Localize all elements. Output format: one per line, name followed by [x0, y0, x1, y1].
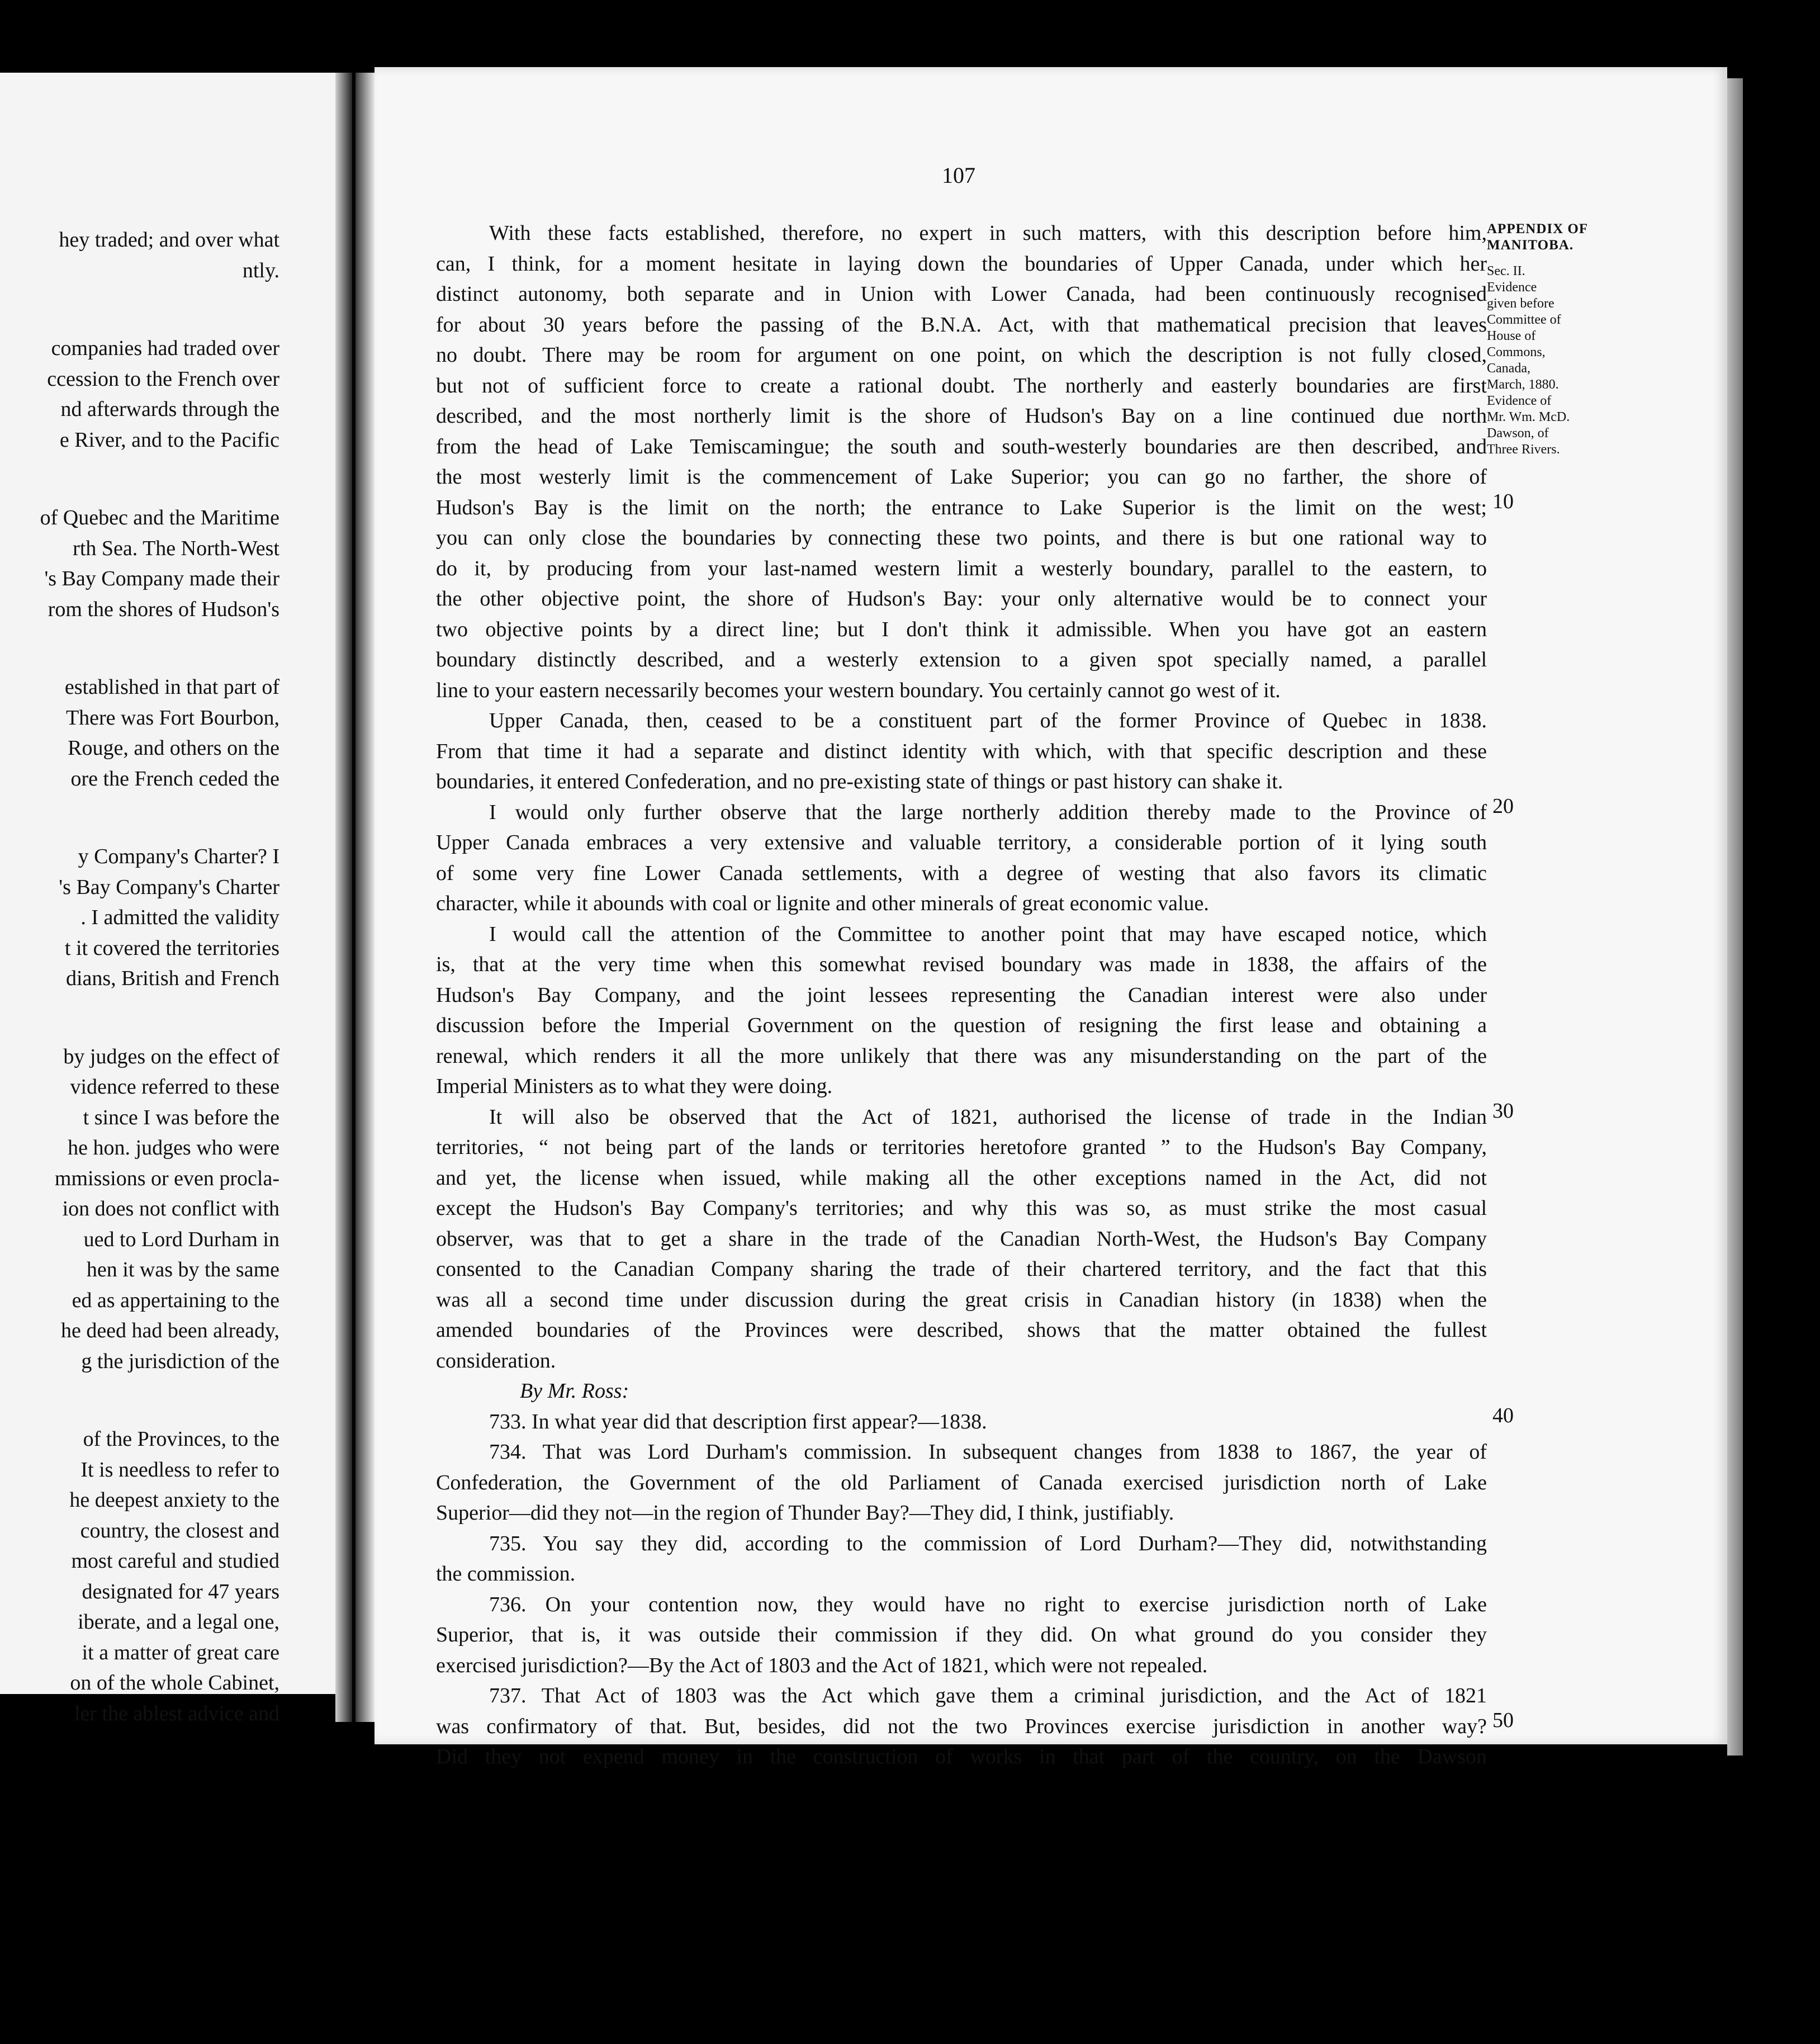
left-text-line: hen it was by the same [86, 1258, 279, 1281]
left-text-line: . I admitted the validity [80, 906, 279, 929]
text-line: observer, was that to get a share in the trade of the Canadian North-West, the Hudson's Bay Company [436, 1227, 1487, 1251]
page-body-text [436, 218, 1487, 1772]
text-line: line to your eastern necessarily becomes your western boundary. You certainly cannot go west of it. [436, 678, 1281, 702]
text-line: character, while it abounds with coal or lignite and other minerals of great economic value. [436, 892, 1209, 915]
left-text-line: ore the French ceded the [70, 766, 279, 791]
text-line: From that time it had a separate and distinct identity with which, with that specific description and these [436, 739, 1487, 763]
left-text-line: iberate, and a legal one, [78, 1610, 279, 1634]
text-line: discussion before the Imperial Government on the question of resigning the first lease and obtaining a [436, 1014, 1487, 1037]
text-line: was all a second time under discussion during the great crisis in Canadian history (in 1838) when the [436, 1288, 1487, 1312]
margin-note-line: Canada, [1487, 361, 1530, 376]
text-line: the other objective point, the shore of Hudson's Bay: your only alternative would be to connect your [436, 587, 1487, 611]
text-line: Upper Canada, then, ceased to be a constituent part of the former Province of Quebec in 1838. [489, 709, 1487, 732]
text-line: I would call the attention of the Committee to another point that may have escaped notice, which [489, 922, 1487, 946]
text-line: 734. That was Lord Durham's commission. In subsequent changes from 1838 to 1867, the year of [489, 1440, 1487, 1464]
line-number: 40 [1492, 1404, 1514, 1427]
margin-note-line: Committee of [1487, 313, 1561, 327]
binding-thread [352, 73, 356, 1722]
text-line: By Mr. Ross: [520, 1379, 629, 1403]
text-line: Imperial Ministers as to what they were doing. [436, 1075, 833, 1098]
text-line: was confirmatory of that. But, besides, did not the two Provinces exercise jurisdiction in another way? [436, 1714, 1487, 1738]
margin-note-line: Three Rivers. [1487, 442, 1560, 457]
text-line: do it, by producing from your last-named western limit a westerly boundary, parallel to the eastern, to [436, 556, 1487, 580]
text-line: you can only close the boundaries by connecting these two points, and there is but one rational way to [436, 526, 1487, 550]
left-text-line: ler the ablest advice and [74, 1701, 279, 1725]
text-line: described, and the most northerly limit is the shore of Hudson's Bay on a line continued due north [436, 404, 1487, 428]
margin-note-lines [1487, 263, 1599, 458]
line-number: 10 [1492, 490, 1514, 513]
margin-note-heading: APPENDIX OF MANITOBA. [1487, 221, 1588, 253]
page-number: 107 [942, 163, 975, 188]
margin-note-line: Sec. II. [1487, 264, 1525, 278]
margin-note-line: House of [1487, 329, 1536, 343]
text-line: boundaries, it entered Confederation, and no pre-existing state of things or past history can shake it. [436, 770, 1283, 793]
text-line: and yet, the license when issued, while making all the other exceptions named in the Act, did not [436, 1166, 1487, 1190]
margin-note-line: March, 1880. [1487, 377, 1559, 392]
text-line: consented to the Canadian Company sharing the trade of their chartered territory, and the fact that this [436, 1257, 1487, 1281]
margin-note [1487, 221, 1599, 458]
text-line: consideration. [436, 1349, 556, 1373]
left-text-line: ccession to the French over [47, 367, 279, 391]
text-line: Superior—did they not—in the region of Thunder Bay?—They did, I think, justifiably. [436, 1501, 1174, 1525]
left-text-line: 's Bay Company's Charter [59, 875, 279, 899]
left-text-line: There was Fort Bourbon, [65, 706, 279, 730]
text-line: the commission. [436, 1562, 576, 1586]
text-line: amended boundaries of the Provinces were described, shows that the matter obtained the fullest [436, 1318, 1487, 1342]
left-text-line: ed as appertaining to the [72, 1288, 279, 1312]
left-text-line: established in that part of [64, 675, 279, 699]
text-line: the most westerly limit is the commencement of Lake Superior; you can go no farther, the shore of [436, 465, 1487, 489]
text-line: Hudson's Bay Company, and the joint lessees representing the Canadian interest were also under [436, 983, 1487, 1007]
left-text-line: ued to Lord Durham in [83, 1227, 279, 1251]
text-line: Superior, that is, it was outside their commission if they did. On what ground do you consider they [436, 1623, 1487, 1646]
left-text-line: he hon. judges who were [68, 1136, 279, 1160]
left-text-line: 's Bay Company made their [44, 567, 279, 590]
left-text-line: y Company's Charter? I [78, 845, 279, 868]
left-text-line: t since I was before the [83, 1105, 279, 1129]
text-line: 733. In what year did that description first appear?—1838. [489, 1409, 987, 1433]
left-text-line: t it covered the territories [64, 936, 279, 960]
text-line: two objective points by a direct line; but I don't think it admissible. When you have got an eastern [436, 617, 1487, 641]
text-line: distinct autonomy, both separate and in Union with Lower Canada, had been continuously recognised [436, 282, 1487, 306]
text-line: renewal, which renders it all the more unlikely that there was any misunderstanding on the part of the [436, 1044, 1487, 1068]
left-text-line: It is needless to refer to [80, 1458, 279, 1482]
left-text-line: Rouge, and others on the [68, 736, 279, 760]
text-line: territories, “ not being part of the lands or territories heretofore granted ” to the Hudson's Bay Company, [436, 1135, 1487, 1159]
text-line: from the head of Lake Temiscamingue; the south and south-westerly boundaries are then described, and [436, 434, 1487, 458]
left-text-line: of the Provinces, to the [83, 1427, 279, 1451]
margin-note-line: Mr. Wm. McD. [1487, 410, 1570, 424]
text-line: Hudson's Bay is the limit on the north; the entrance to Lake Superior is the limit on the west; [436, 495, 1487, 519]
text-line: 736. On your contention now, they would have no right to exercise jurisdiction north of Lake [489, 1592, 1487, 1616]
text-line: is, that at the very time when this somewhat revised boundary was made in 1838, the affairs of the [436, 953, 1487, 976]
margin-note-line: Commons, [1487, 345, 1546, 359]
line-number: 30 [1492, 1099, 1514, 1123]
margin-note-line: Evidence of [1487, 394, 1552, 408]
left-text-line: mmissions or even procla- [54, 1166, 279, 1190]
text-line: for about 30 years before the passing of the B.N.A. Act, with that mathematical precision that leaves [436, 313, 1487, 337]
left-text-line: g the jurisdiction of the [81, 1349, 279, 1373]
text-line: no doubt. There may be room for argument on one point, on which the description is not fully closed, [436, 343, 1487, 367]
left-text-line: companies had traded over [51, 337, 279, 360]
left-text-line: ntly. [242, 258, 279, 282]
left-text-line: of Quebec and the Maritime [40, 506, 279, 529]
left-text-line: ion does not conflict with [62, 1197, 279, 1220]
left-text-line: rth Sea. The North-West [73, 536, 279, 560]
left-text-line: most careful and studied [71, 1549, 279, 1573]
text-line: boundary distinctly described, and a westerly extension to a given spot specially named, a parallel [436, 648, 1487, 671]
text-line: but not of sufficient force to create a rational doubt. The northerly and easterly boundaries are first [436, 373, 1487, 398]
left-text-line: dians, British and French [65, 967, 279, 990]
text-line: 737. That Act of 1803 was the Act which gave them a criminal jurisdiction, and the Act of 1821 [489, 1684, 1487, 1707]
text-line: With these facts established, therefore, no expert in such matters, with this description before him, [489, 221, 1487, 245]
text-line: It will also be observed that the Act of 1821, authorised the license of trade in the Indian [489, 1105, 1487, 1129]
book-gutter [335, 73, 375, 1722]
margin-note-line: Evidence [1487, 280, 1537, 295]
text-line: of some very fine Lower Canada settlements, with a degree of westing that also favors its climatic [436, 861, 1487, 885]
left-facing-page [0, 73, 335, 1725]
left-text-line: vidence referred to these [70, 1075, 279, 1099]
page-edge [1727, 78, 1743, 1756]
text-line: I would only further observe that the large northerly addition thereby made to the Province of [489, 800, 1487, 824]
left-text-line: designated for 47 years [82, 1579, 279, 1603]
margin-note-line: Dawson, of [1487, 426, 1549, 441]
left-text-line: he deepest anxiety to the [69, 1488, 279, 1512]
text-line: except the Hudson's Bay Company's territories; and why this was so, as must strike the most casual [436, 1196, 1487, 1220]
text-line: Did they not expend money in the construction of works in that part of the country, on the Dawson [436, 1745, 1487, 1768]
left-text-line: by judges on the effect of [63, 1044, 279, 1068]
left-text-line: it a matter of great care [82, 1640, 279, 1664]
line-number: 50 [1492, 1709, 1514, 1732]
text-line: 735. You say they did, according to the commission of Lord Durham?—They did, notwithstanding [489, 1531, 1487, 1555]
text-line: can, I think, for a moment hesitate in laying down the boundaries of Upper Canada, under which her [436, 252, 1487, 276]
left-text-line: rom the shores of Hudson's [48, 597, 279, 621]
left-text-line: on of the whole Cabinet, [70, 1671, 279, 1695]
line-number: 20 [1492, 794, 1514, 818]
left-text-line: hey traded; and over what [59, 228, 279, 252]
text-line: Upper Canada embraces a very extensive and valuable territory, a considerable portion of it lying south [436, 831, 1487, 854]
left-text-line: nd afterwards through the [60, 398, 279, 421]
text-line: exercised jurisdiction?—By the Act of 1803 and the Act of 1821, which were not repealed. [436, 1653, 1208, 1677]
left-text-line: e River, and to the Pacific [59, 428, 279, 452]
text-line: Confederation, the Government of the old Parliament of Canada exercised jurisdiction north of Lake [436, 1470, 1487, 1494]
margin-note-line: given before [1487, 296, 1554, 311]
left-text-line: he deed had been already, [60, 1319, 279, 1342]
left-text-line: country, the closest and [80, 1518, 279, 1543]
